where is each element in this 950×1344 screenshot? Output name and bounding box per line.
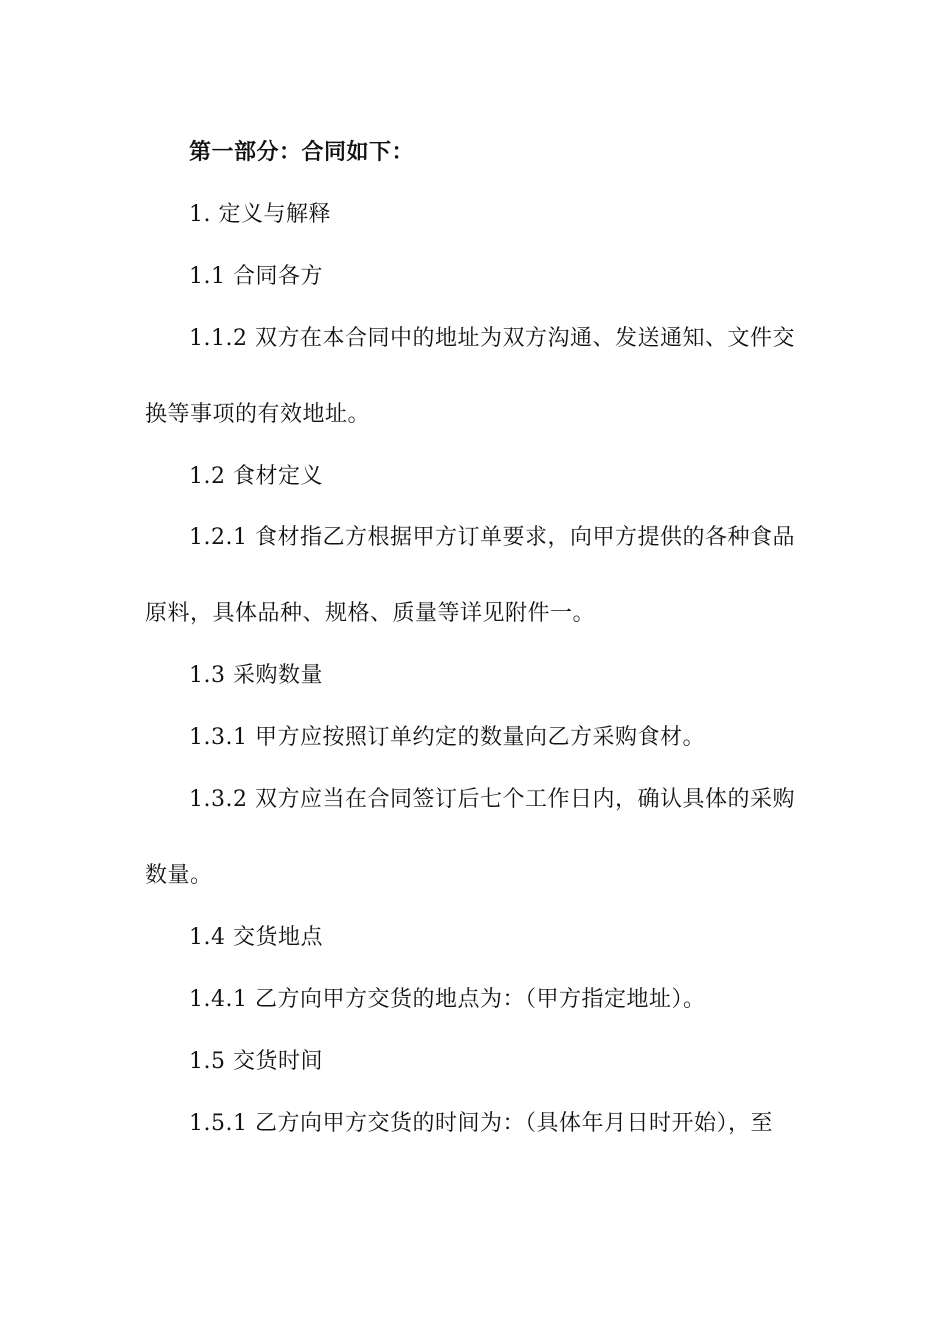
clause-1-title: 1. 定义与解释: [189, 202, 331, 227]
clause-1-2-title: 1.2 食材定义: [189, 464, 323, 489]
clause-1-5-title: 1.5 交货时间: [189, 1049, 323, 1074]
section-heading: 第一部分：合同如下：: [189, 140, 415, 165]
clause-1-2-1-text-continued: 原料，具体品种、规格、质量等详见附件一。: [145, 601, 596, 626]
clause-1-1-2-text: 1.1.2 双方在本合同中的地址为双方沟通、发送通知、文件交: [189, 326, 795, 351]
clause-1-2-1-text: 1.2.1 食材指乙方根据甲方订单要求，向甲方提供的各种食品: [189, 525, 795, 550]
clause-1-3-2-text-continued: 数量。: [145, 863, 213, 888]
clause-1-5-1-text: 1.5.1 乙方向甲方交货的时间为：（具体年月日时开始），至: [189, 1111, 773, 1136]
clause-1-3-1-text: 1.3.1 甲方应按照订单约定的数量向乙方采购食材。: [189, 725, 705, 750]
clause-1-1-2-text-continued: 换等事项的有效地址。: [145, 402, 371, 427]
clause-1-4-title: 1.4 交货地点: [189, 925, 323, 950]
clause-1-3-title: 1.3 采购数量: [189, 663, 323, 688]
clause-1-1-title: 1.1 合同各方: [189, 264, 323, 289]
clause-1-3-2-text: 1.3.2 双方应当在合同签订后七个工作日内，确认具体的采购: [189, 787, 795, 812]
clause-1-4-1-text: 1.4.1 乙方向甲方交货的地点为：（甲方指定地址）。: [189, 987, 706, 1012]
